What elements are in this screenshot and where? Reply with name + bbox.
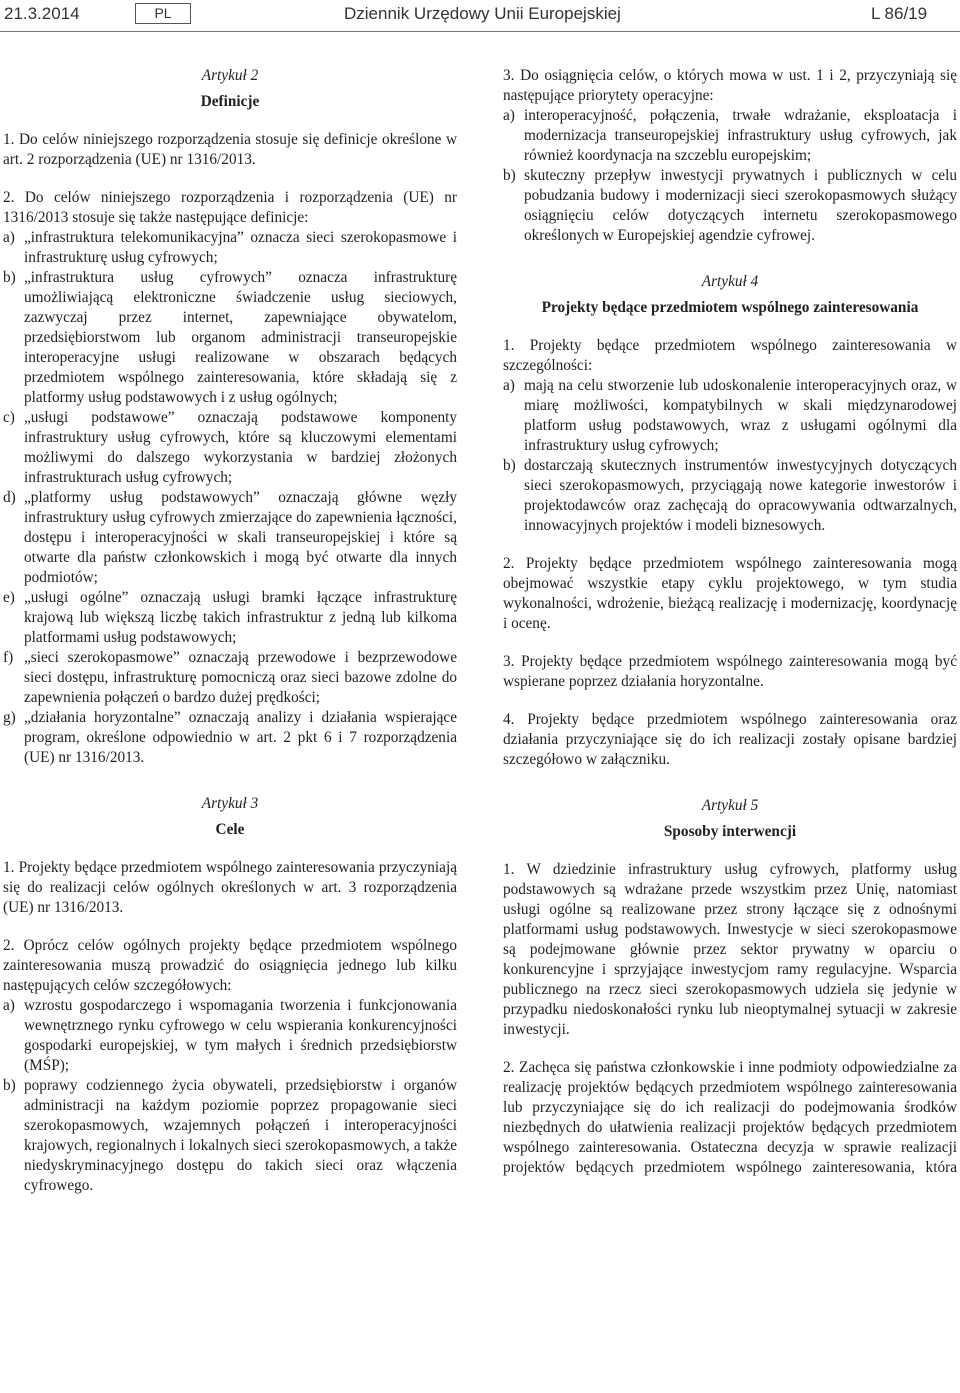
priority-item: [503, 106, 957, 166]
definition-item: [3, 708, 457, 768]
item-text: interoperacyjność, połączenia, trwałe wdrażanie, eksploatacja i modernizacja transeuropejskiej infrastruktury usług cyfrowych, jak również koordynacja na szczeblu europejskim;: [524, 107, 957, 164]
item-text: „platformy usług podstawowych” oznaczają główne węzły infrastruktury usług cyfrowych zmierzające do zapewnienia łączności, dostępu i interoperacyjności w skali transeuropejskiej i które są otwarte dla państw członkowskich i mogą być otwarte dla innych podmiotów;: [24, 489, 457, 586]
article-2-para-1: 1. Do celów niniejszego rozporządzenia stosuje się definicje określone w art. 2 rozporządzenia (UE) nr 1316/2013.: [3, 131, 457, 168]
article-4-heading: Artykuł 4: [701, 273, 759, 290]
item-text: „usługi podstawowe” oznaczają podstawowe komponenty infrastruktury usług cyfrowych, które są kluczowymi elementami możliwymi do dalszego wykorzystania w bardziej złożonych infrastrukturach usług cyfrowych;: [24, 409, 457, 486]
article-2-title: Definicje: [200, 93, 260, 110]
item-text: „działania horyzontalne” oznaczają analizy i działania wspierające program, określone odpowiednio w art. 2 pkt 6 i 7 rozporządzenia (UE) nr 1316/2013.: [24, 709, 457, 766]
page-header: [0, 0, 960, 34]
definition-item: [3, 228, 457, 268]
article-3-heading: Artykuł 3: [201, 795, 259, 812]
definition-item: [3, 588, 457, 648]
item-label: d): [3, 489, 16, 506]
article-4-title: Projekty będące przedmiotem wspólnego zainteresowania: [541, 299, 919, 316]
article-5-para-2: 2. Zachęca się państwa członkowskie i inne podmioty odpowiedzialne za realizację projektów będących przedmiotem wspólnego zainteresowania lub przyczyniające się do ich realizacji do podejmowania środków niezbędnych do ułatwienia realizacji projektów będących przedmiotem wspólnego zainteresowania. Ostateczna decyzja w sprawie realizacji projektów będących przedmiotem wspólnego zainteresowania, która: [503, 1059, 957, 1176]
article-2-heading: Artykuł 2: [201, 67, 259, 84]
article-4-para-1: 1. Projekty będące przedmiotem wspólnego zainteresowania w szczególności:: [503, 337, 957, 374]
item-text: dostarczają skutecznych instrumentów inwestycyjnych dotyczących sieci szerokopasmowych, przyciągają nowe kategorie inwestorów i projektodawców oraz zachęcają do opracowywania odtwarzalnych, innowacyjnych projektów i modeli biznesowych.: [524, 457, 957, 534]
item-text: „infrastruktura usług cyfrowych” oznacza infrastrukturę umożliwiającą elektroniczne świadczenie usług sieciowych, zazwyczaj przez internet, zapewniające obywatelom, przedsiębiorstwom lub organom administracji transeuropejskie interoperacyjne usługi realizowane w obszarach będących przedmiotem wspólnego zainteresowania, które składają się z platformy usług podstawowych i z usług ogólnych;: [24, 269, 457, 406]
article-3-para-1: 1. Projekty będące przedmiotem wspólnego zainteresowania przyczyniają się do realizacji celów ogólnych określonych w art. 3 rozporządzenia (UE) nr 1316/2013.: [3, 859, 457, 916]
page-number: L 86/19: [871, 4, 928, 23]
item-text: wzrostu gospodarczego i wspomagania tworzenia i funkcjonowania wewnętrznego rynku cyfrowego w celu wspierania konkurencyjności gospodarki europejskiej, w tym małych i średnich przedsiębiorstw (MŚP);: [24, 997, 457, 1074]
right-column: [503, 66, 957, 1178]
article-5-title: Sposoby interwencji: [663, 823, 797, 840]
definition-item: [3, 648, 457, 708]
article-3-para-2: 2. Oprócz celów ogólnych projekty będące przedmiotem wspólnego zainteresowania muszą prowadzić do osiągnięcia jednego lub kilku następujących celów szczegółowych:: [3, 937, 457, 994]
article-5-heading: Artykuł 5: [701, 797, 759, 814]
article-4-para-4: 4. Projekty będące przedmiotem wspólnego zainteresowania oraz działania przyczyniające się do ich realizacji zostały opisane bardziej szczegółowo w załączniku.: [503, 711, 957, 768]
language-badge: PL: [135, 3, 191, 24]
item-label: a): [503, 377, 515, 394]
item-text: „sieci szerokopasmowe” oznaczają przewodowe i bezprzewodowe sieci dostępu, infrastrukturę pomocniczą oraz sieci bazowe zdolne do zapewnienia połączeń o bardzo dużej prędkości;: [24, 649, 457, 706]
priority-item: [503, 166, 957, 246]
item-text: „infrastruktura telekomunikacyjna” oznacza sieci szerokopasmowe i infrastrukturę usług cyfrowych;: [24, 229, 457, 266]
publication-date: 21.3.2014: [4, 4, 80, 23]
journal-title: Dziennik Urzędowy Unii Europejskiej: [344, 4, 621, 23]
article-2-para-2: 2. Do celów niniejszego rozporządzenia i rozporządzenia (UE) nr 1316/2013 stosuje się także następujące definicje:: [3, 189, 457, 226]
item-label: a): [3, 229, 15, 246]
item-label: a): [503, 107, 515, 124]
header-rule: [0, 31, 960, 32]
definition-item: [3, 488, 457, 588]
item-label: b): [503, 457, 516, 474]
item-label: b): [3, 1077, 16, 1094]
item-text: mają na celu stworzenie lub udoskonalenie interoperacyjnych oraz, w miarę możliwości, kompatybilnych w skali międzynarodowej platform usług podstawowych, wraz z usługami ogólnymi dla infrastruktury usług cyfrowych;: [524, 377, 957, 454]
definition-item: [3, 408, 457, 488]
article-4-para-2: 2. Projekty będące przedmiotem wspólnego zainteresowania mogą obejmować wszystkie etapy cyklu projektowego, w tym studia wykonalności, wdrożenie, bieżącą realizację i modernizację, koordynację i ocenę.: [503, 555, 957, 632]
item-label: g): [3, 709, 16, 726]
item-text: poprawy codziennego życia obywateli, przedsiębiorstw i organów administracji na każdym poziomie poprzez propagowanie sieci szerokopasmowych, wzajemnych połączeń i interoperacyjności krajowych, regionalnych i lokalnych sieci szerokopasmowych, a także niedyskryminacyjnego dostępu do takich sieci oraz włączenia cyfrowego.: [24, 1077, 457, 1194]
article-5-para-1: 1. W dziedzinie infrastruktury usług cyfrowych, platformy usług podstawowych są wdrażane przede wszystkim przez Unię, natomiast usługi ogólne są realizowane przez strony łączące się z odnośnymi platformami usług podstawowych. Inwestycje w sieci szerokopasmowe są podejmowane głównie przez sektor prywatny w oparciu o konkurencyjne i sprzyjające inwestycjom ramy regulacyjne. Wsparcia publicznego na rzecz sieci szerokopasmowych udziela się jedynie w przypadku niedoskonałości rynku lub nieoptymalnej sytuacji w zakresie inwestycji.: [503, 861, 957, 1038]
article-4-para-3: 3. Projekty będące przedmiotem wspólnego zainteresowania mogą być wspierane poprzez działania horyzontalne.: [503, 653, 957, 690]
article-3-para-3: 3. Do osiągnięcia celów, o których mowa w ust. 1 i 2, przyczyniają się następujące priorytety operacyjne:: [503, 67, 957, 104]
item-label: b): [3, 269, 16, 286]
objective-item: [3, 996, 457, 1076]
left-column: [3, 66, 457, 1196]
project-item: [503, 456, 957, 536]
item-text: skuteczny przepływ inwestycji prywatnych i publicznych w celu pobudzania budowy i modernizacji sieci szerokopasmowych służący osiągnięciu celów dotyczących internetu szerokopasmowego określonych w Europejskiej agendzie cyfrowej.: [524, 167, 957, 244]
item-text: „usługi ogólne” oznaczają usługi bramki łączące infrastrukturę krajową lub większą liczbę takich infrastruktur z jedną lub kilkoma platformami usług podstawowych;: [24, 589, 457, 646]
article-3-title: Cele: [215, 821, 245, 838]
definition-item: [3, 268, 457, 408]
item-label: e): [3, 589, 15, 606]
item-label: c): [3, 409, 15, 426]
objective-item: [3, 1076, 457, 1196]
item-label: f): [3, 649, 14, 666]
item-label: a): [3, 997, 15, 1014]
item-label: b): [503, 167, 516, 184]
project-item: [503, 376, 957, 456]
